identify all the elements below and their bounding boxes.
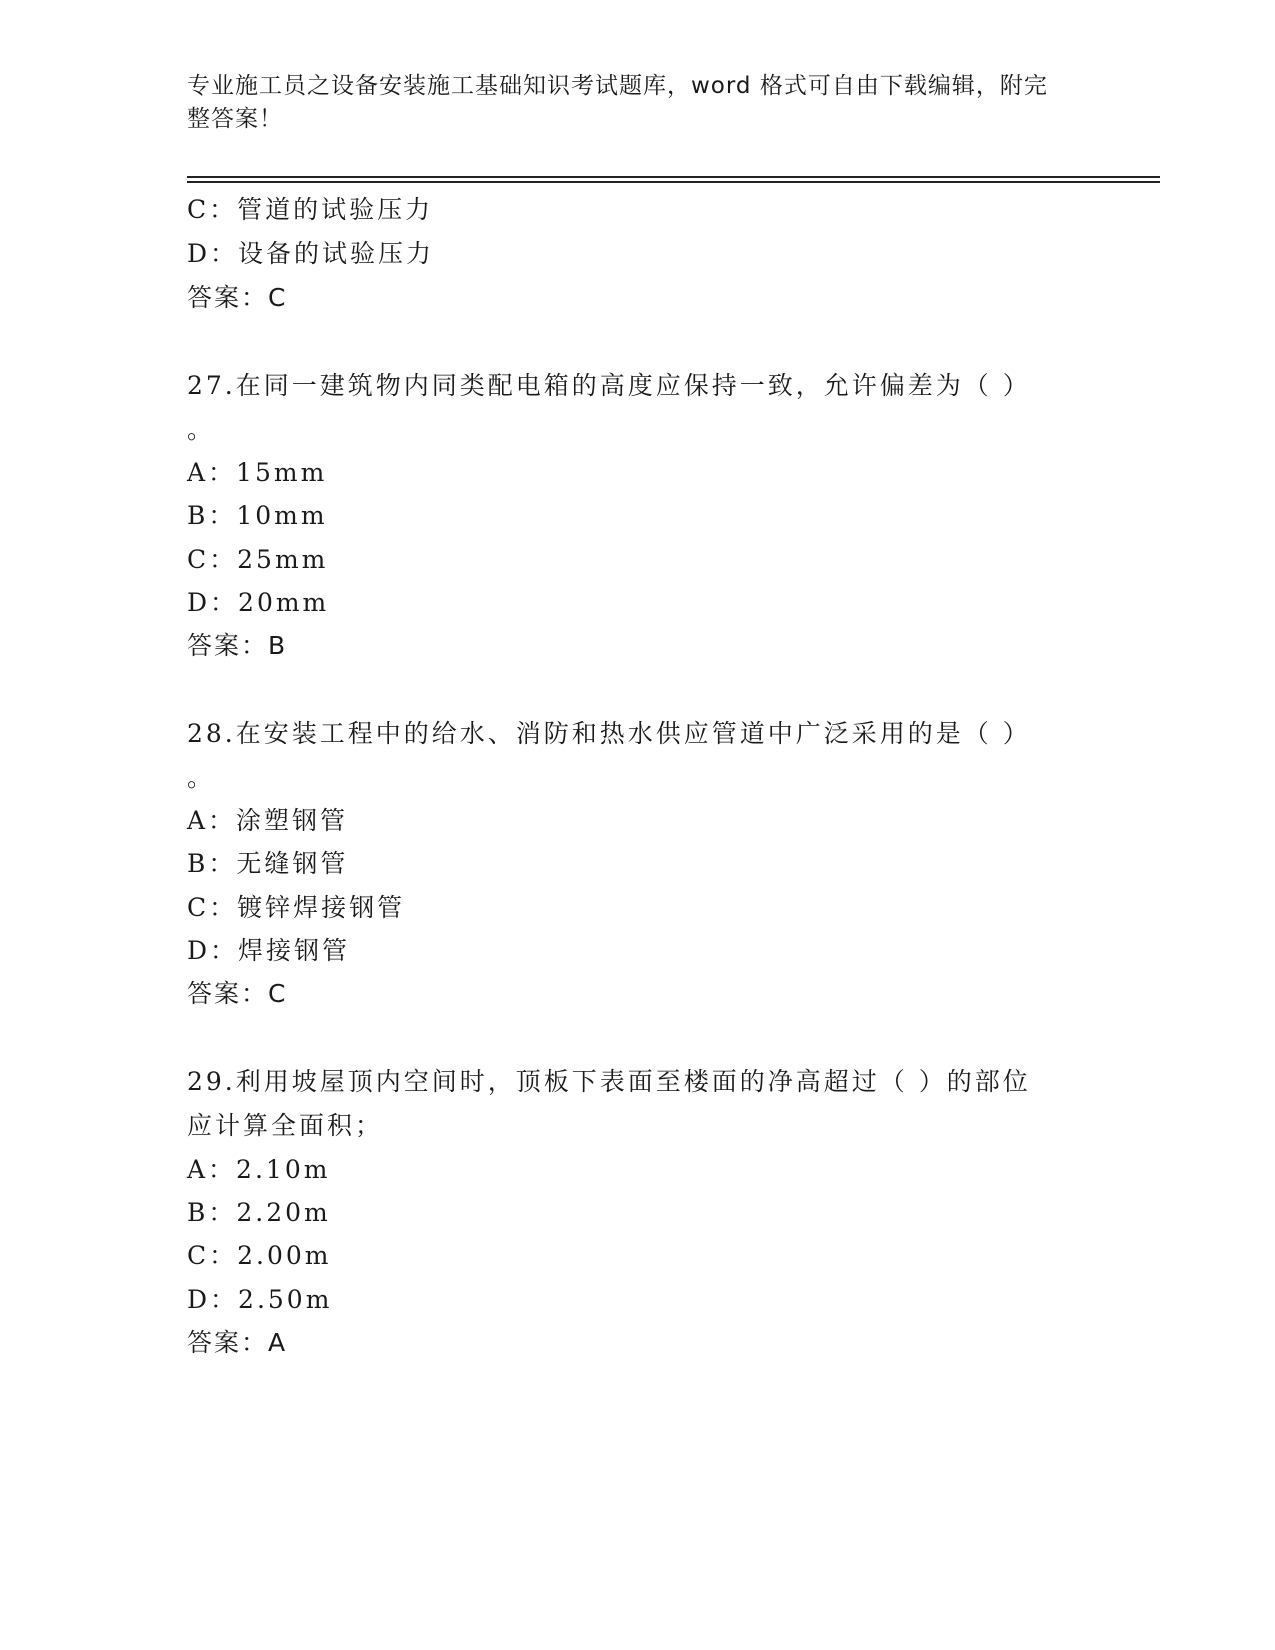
document-header: 专业施工员之设备安装施工基础知识考试题库，word 格式可自由下载编辑，附完 整答案！: [187, 73, 1048, 132]
answer-line: 答案：B: [187, 631, 288, 660]
answer-line: 答案：C: [187, 979, 288, 1008]
question-stem: 27.在同一建筑物内同类配电箱的高度应保持一致，允许偏差为（ ）: [187, 371, 1031, 400]
option-a: A：15mm: [187, 458, 328, 487]
question-stem-continued: 。: [187, 415, 216, 444]
option-b: B：2.20m: [187, 1198, 331, 1227]
question-stem: 29.利用坡屋顶内空间时，顶板下表面至楼面的净高超过（ ）的部位: [187, 1067, 1031, 1096]
question-stem-continued: 应计算全面积；: [187, 1111, 384, 1140]
answer-line: 答案：A: [187, 1328, 288, 1357]
option-b: B：10mm: [187, 501, 328, 530]
option-d: D：2.50m: [187, 1285, 333, 1314]
option-d: D：设备的试验压力: [187, 239, 435, 268]
option-a: A：2.10m: [187, 1155, 331, 1184]
option-c: C：管道的试验压力: [187, 195, 434, 224]
option-d: D：20mm: [187, 588, 330, 617]
option-c: C：镀锌焊接钢管: [187, 893, 406, 922]
question-stem-continued: 。: [187, 763, 216, 792]
question-stem: 28.在安装工程中的给水、消防和热水供应管道中广泛采用的是（ ）: [187, 719, 1031, 748]
answer-line: 答案：C: [187, 283, 288, 312]
option-b: B：无缝钢管: [187, 849, 349, 878]
option-c: C：2.00m: [187, 1241, 332, 1270]
option-d: D：焊接钢管: [187, 936, 351, 965]
header-divider-bottom: [187, 181, 1160, 183]
header-divider-top: [187, 176, 1160, 178]
option-c: C：25mm: [187, 545, 329, 574]
option-a: A：涂塑钢管: [187, 806, 349, 835]
